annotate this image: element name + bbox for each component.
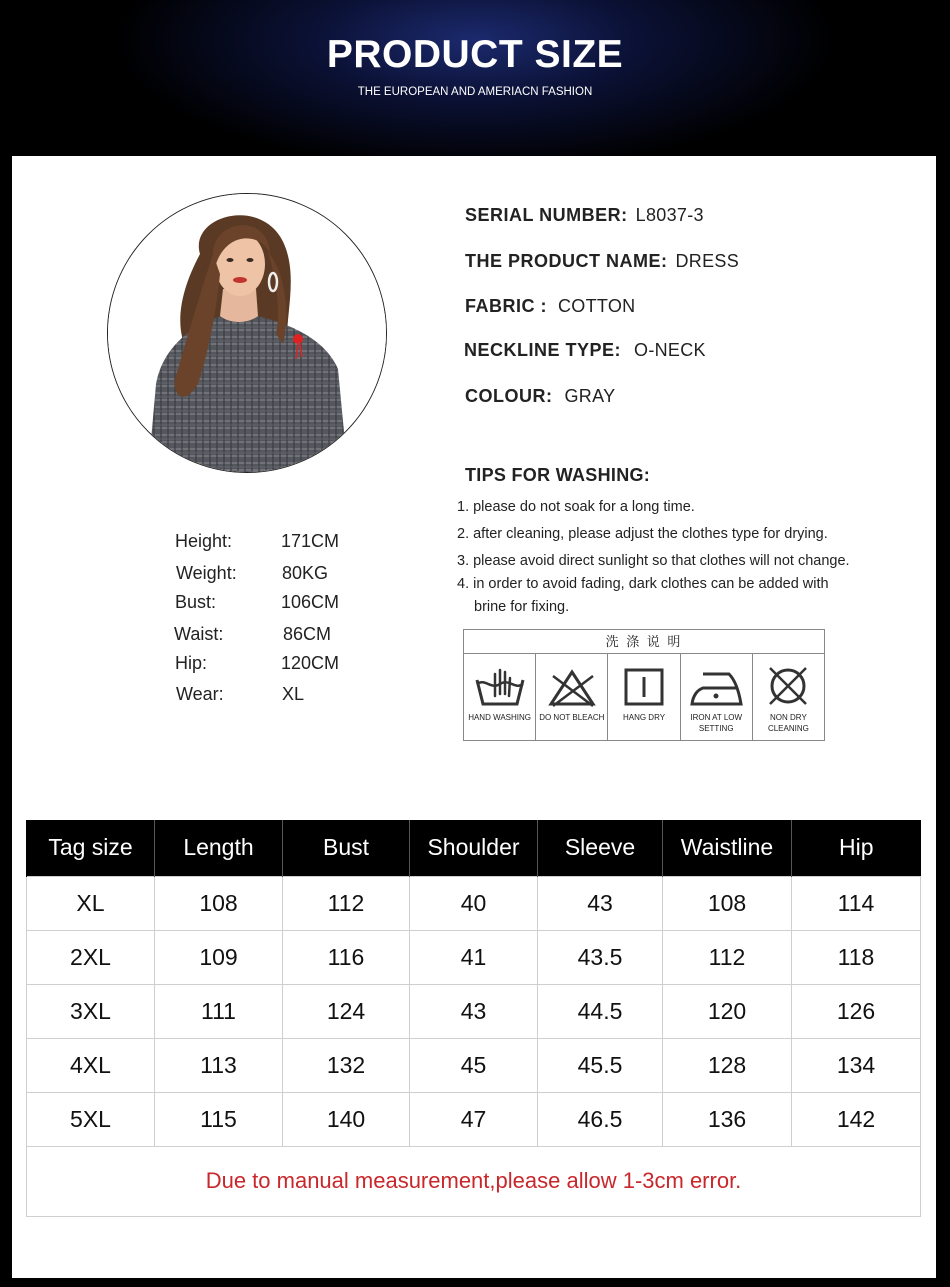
spec-value: L8037-3 (635, 205, 704, 225)
table-cell: 134 (792, 1038, 921, 1092)
model-value: XL (282, 684, 305, 704)
spec-value: COTTON (558, 296, 636, 316)
table-cell: 112 (283, 876, 410, 930)
table-cell: 44.5 (538, 984, 663, 1038)
care-label: IRON AT LOW SETTING (690, 713, 743, 733)
table-cell: 109 (155, 930, 283, 984)
table-cell: 126 (792, 984, 921, 1038)
column-header: Tag size (27, 820, 155, 876)
model-label: Height: (175, 531, 233, 551)
column-header: Sleeve (538, 820, 663, 876)
spec-value: GRAY (564, 386, 616, 406)
table-cell: 116 (283, 930, 410, 984)
table-cell: 40 (410, 876, 538, 930)
column-header: Length (155, 820, 283, 876)
spec-label: NECKLINE TYPE: (464, 340, 622, 360)
care-iron-low (681, 654, 753, 741)
spec-fabric (465, 296, 635, 317)
spec-value: O-NECK (634, 340, 706, 360)
measurement-note: Due to manual measurement,please allow 1-3cm error. (27, 1146, 921, 1216)
spec-colour (465, 386, 615, 407)
table-cell: 5XL (27, 1092, 155, 1146)
table-cell: 47 (410, 1092, 538, 1146)
table-cell: 108 (663, 876, 792, 930)
spec-label: THE PRODUCT NAME: (465, 251, 668, 271)
washing-tips-title: TIPS FOR WASHING: (465, 465, 651, 485)
iron-low-icon (689, 666, 743, 708)
table-cell: 132 (283, 1038, 410, 1092)
table-cell: 115 (155, 1092, 283, 1146)
washing-tip: 4. in order to avoid fading, dark clothes can be added with (457, 576, 829, 592)
table-cell: 2XL (27, 930, 155, 984)
table-cell: 45 (410, 1038, 538, 1092)
care-label: HANG DRY (622, 713, 666, 722)
washing-tip: brine for fixing. (474, 599, 570, 615)
model-value: 80KG (282, 563, 329, 583)
table-cell: 43.5 (538, 930, 663, 984)
model-label: Wear: (176, 684, 224, 704)
column-header: Waistline (663, 820, 792, 876)
column-header: Shoulder (410, 820, 538, 876)
table-cell: XL (27, 876, 155, 930)
care-label: HAND WASHING (468, 713, 532, 722)
table-cell: 41 (410, 930, 538, 984)
care-non-dry-cleaning (753, 654, 824, 741)
care-title: 洗 涤 说 明 (464, 630, 824, 654)
table-cell: 3XL (27, 984, 155, 1038)
table-cell: 120 (663, 984, 792, 1038)
table-note-row (27, 1146, 921, 1216)
model-value: 86CM (283, 624, 332, 644)
table-cell: 46.5 (538, 1092, 663, 1146)
care-hand-washing (464, 654, 536, 741)
do-not-bleach-icon (545, 666, 599, 708)
model-value: 120CM (281, 653, 340, 673)
spec-label: FABRIC : (465, 296, 547, 316)
table-cell: 45.5 (538, 1038, 663, 1092)
table-cell: 128 (663, 1038, 792, 1092)
hang-dry-icon (617, 666, 671, 708)
table-cell: 113 (155, 1038, 283, 1092)
table-cell: 124 (283, 984, 410, 1038)
column-header: Hip (792, 820, 921, 876)
model-value: 106CM (281, 592, 340, 612)
model-label: Hip: (175, 653, 208, 673)
page-header (0, 0, 950, 156)
table-cell: 140 (283, 1092, 410, 1146)
washing-tip: 1. please do not soak for a long time. (457, 499, 695, 515)
care-label: DO NOT BLEACH (539, 713, 605, 722)
table-row (27, 876, 921, 930)
hand-wash-icon (473, 666, 527, 708)
column-header: Bust (283, 820, 410, 876)
table-row (27, 1092, 921, 1146)
table-row (27, 930, 921, 984)
model-photo (107, 193, 387, 473)
spec-label: SERIAL NUMBER: (465, 205, 628, 225)
no-dry-clean-icon (761, 666, 815, 708)
model-label: Weight: (176, 563, 237, 583)
washing-tip: 2. after cleaning, please adjust the clothes type for drying. (457, 526, 828, 542)
table-cell: 142 (792, 1092, 921, 1146)
table-cell: 136 (663, 1092, 792, 1146)
size-chart-table (26, 820, 921, 1217)
table-cell: 43 (410, 984, 538, 1038)
spec-serial-number (465, 205, 704, 226)
washing-tip: 3. please avoid direct sunlight so that clothes will not change. (457, 553, 850, 569)
table-cell: 112 (663, 930, 792, 984)
spec-label: COLOUR: (465, 386, 553, 406)
table-cell: 111 (155, 984, 283, 1038)
model-label: Bust: (175, 592, 217, 612)
care-label: NON DRY CLEANING (767, 713, 809, 733)
spec-value: DRESS (675, 251, 740, 271)
spec-neckline-type (464, 340, 706, 361)
table-cell: 108 (155, 876, 283, 930)
table-row (27, 1038, 921, 1092)
table-cell: 4XL (27, 1038, 155, 1092)
page-title: PRODUCT SIZE (326, 33, 624, 76)
care-do-not-bleach (536, 654, 608, 741)
table-cell: 43 (538, 876, 663, 930)
model-label: Waist: (174, 624, 224, 644)
table-header-row (27, 820, 921, 876)
model-photo-image (108, 194, 387, 473)
spec-product-name (465, 251, 739, 272)
table-cell: 114 (792, 876, 921, 930)
model-value: 171CM (281, 531, 340, 551)
care-hang-dry (608, 654, 680, 741)
table-row (27, 984, 921, 1038)
page-subtitle: THE EUROPEAN AND AMERIACN FASHION (357, 86, 593, 98)
table-cell: 118 (792, 930, 921, 984)
care-instructions (463, 629, 825, 741)
